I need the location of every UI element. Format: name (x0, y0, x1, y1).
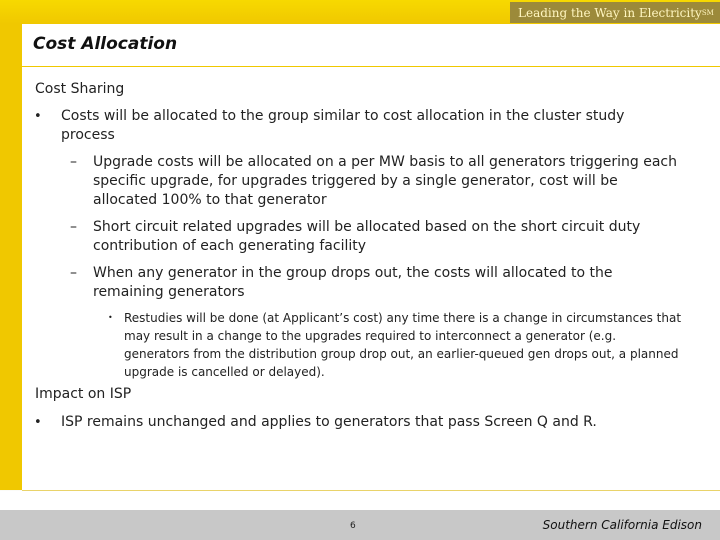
section-heading-impact-isp: Impact on ISP (35, 386, 132, 402)
tagline-text: Leading the Way in Electricity (518, 6, 702, 20)
slide-title: Cost Allocation (33, 34, 178, 54)
sub-sub-item-restudies: Restudies will be done (at Applicant’s cost) any time there is a change in circumstances that may result in a change to the upgrades required to interconnect a generator (e.g. generators from the distribution group drop out, an earlier-queued gen drops out, a planned upgrade is cancelled or delayed). (124, 311, 682, 379)
company-name: Southern California Edison (542, 518, 702, 532)
tagline (518, 4, 716, 22)
sub-item-short-circuit: Short circuit related upgrades will be allocated based on the short circuit duty contribution of each generating facility (93, 219, 641, 254)
dash-marker: – (70, 265, 77, 281)
sub-item-upgrade-costs: Upgrade costs will be allocated on a per MW basis to all generators triggering each specific upgrade, for upgrades triggered by a single generator, cost will be allocated 100% to that generator (93, 154, 677, 208)
dash-marker: – (70, 219, 77, 235)
footer-spacer (0, 491, 720, 510)
dash-marker: – (70, 154, 77, 170)
sub-item-drop-out: When any generator in the group drops out, the costs will allocated to the remaining generators (93, 265, 613, 300)
bullet-marker: • (34, 415, 42, 430)
sub-bullet-marker: • (108, 313, 113, 322)
section-heading-cost-sharing: Cost Sharing (35, 81, 125, 97)
bullet-marker: • (34, 109, 42, 124)
page-number: 6 (350, 521, 356, 531)
bullet-isp: ISP remains unchanged and applies to generators that pass Screen Q and R. (61, 414, 597, 430)
left-accent-bar (0, 24, 22, 490)
service-mark: SM (701, 9, 714, 17)
bullet-cost-allocation: Costs will be allocated to the group similar to cost allocation in the cluster study process (61, 108, 625, 143)
